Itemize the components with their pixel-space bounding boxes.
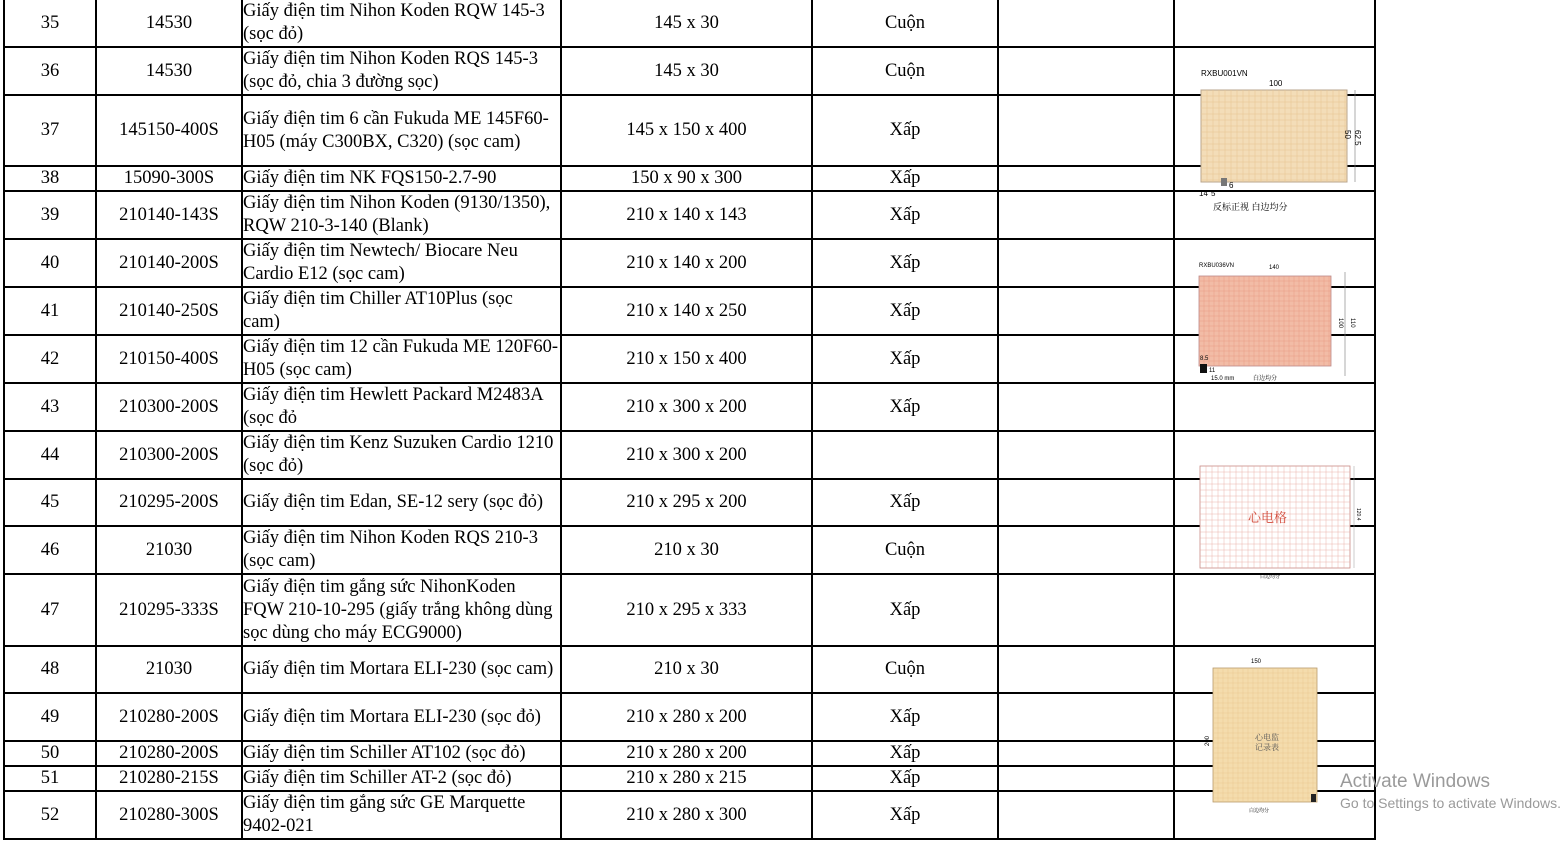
product-description [242,431,561,479]
image-cell [1174,0,1375,47]
description-line: Giấy điện tim Mortara ELI-230 (sọc cam) [243,659,554,679]
fig1-model: RXBU001VN [1201,69,1248,78]
table-row [4,0,1375,47]
product-description [242,191,561,239]
table-row [4,791,1375,839]
product-description [242,479,561,526]
product-description [242,0,561,47]
fig1-dim-b: 5 [1211,189,1216,198]
row-number: 51 [4,766,96,791]
product-description [242,47,561,95]
row-number: 49 [4,693,96,741]
description-line: Giấy điện tim Chiller AT10Plus (sọc [243,289,513,309]
row-number: 43 [4,383,96,431]
description-line: (sọc đỏ [243,408,297,428]
empty-cell [998,166,1174,191]
product-code: 210140-143S [96,191,242,239]
empty-cell [998,287,1174,335]
row-number: 35 [4,0,96,47]
product-code: 210280-300S [96,791,242,839]
empty-cell [998,335,1174,383]
row-number: 46 [4,526,96,574]
paper-size: 210 x 140 x 200 [561,239,812,287]
fig1-height-b: 62.5 [1353,130,1362,146]
empty-cell [998,383,1174,431]
description-line: Cardio E12 (sọc cam) [243,264,405,284]
description-line: Giấy điện tim NK FQS150-2.7-90 [243,168,497,188]
description-line: Giấy điện tim Nihon Koden (9130/1350), [243,193,551,213]
unit: Cuộn [812,526,998,574]
product-code: 210280-200S [96,741,242,766]
description-line: Giấy điện tim Edan, SE-12 sery (sọc đỏ) [243,492,544,512]
paper-size: 210 x 280 x 215 [561,766,812,791]
row-number: 44 [4,431,96,479]
unit: Xấp [812,166,998,191]
fig1-width: 100 [1269,79,1283,88]
paper-size: 210 x 30 [561,526,812,574]
fig1-height-a: 50 [1343,130,1352,139]
unit: Xấp [812,383,998,431]
description-line: Giấy điện tim Schiller AT102 (sọc đỏ) [243,743,526,763]
empty-cell [998,574,1174,646]
unit: Xấp [812,95,998,166]
paper-size: 210 x 150 x 400 [561,335,812,383]
product-code: 210140-200S [96,239,242,287]
fig1-dim-c: 6 [1229,181,1234,190]
table-row [4,431,1375,479]
product-description [242,693,561,741]
fig4-caption: 白边均分 [1249,808,1270,814]
activation-watermark [1340,770,1561,812]
description-line: Giấy điện tim Kenz Suzuken Cardio 1210 [243,433,554,453]
description-line: Giấy điện tim Nihon Koden RQW 145-3 [243,1,545,21]
fig1-dim-a: 14 [1199,189,1208,198]
product-description [242,526,561,574]
product-code: 210150-400S [96,335,242,383]
unit: Xấp [812,191,998,239]
activation-line2: Go to Settings to activate Windows. [1340,795,1561,811]
fig4-width: 150 [1251,659,1262,665]
empty-cell [998,431,1174,479]
fig2-height-a: 100 [1337,318,1343,329]
description-line: Giấy điện tim Nihon Koden RQS 210-3 [243,528,538,548]
description-line: H05 (sọc cam) [243,360,352,380]
empty-cell [998,646,1174,693]
description-line: (sọc đỏ, chia 3 đường sọc) [243,72,439,92]
description-line: Giấy điện tim Mortara ELI-230 (sọc đỏ) [243,706,541,727]
product-description [242,646,561,693]
product-description [242,574,561,646]
description-line: 9402-021 [243,816,314,836]
product-code: 210280-215S [96,766,242,791]
row-number: 52 [4,791,96,839]
paper-size: 210 x 140 x 250 [561,287,812,335]
table-row [4,766,1375,791]
paper-figure-1 [1197,66,1367,216]
description-line: (sọc đỏ) [243,24,304,44]
table-row [4,47,1375,95]
empty-cell [998,766,1174,791]
unit: Xấp [812,287,998,335]
product-description [242,766,561,791]
product-code: 210280-200S [96,693,242,741]
description-line: Giấy điện tim Newtech/ Biocare Neu [243,241,518,261]
table-row [4,335,1375,383]
paper-size: 210 x 280 x 300 [561,791,812,839]
unit: Xấp [812,574,998,646]
image-cell [1174,383,1375,431]
product-code: 210295-200S [96,479,242,526]
description-line: Giấy điện tim 6 cần Fukuda ME 145F60- [243,108,549,129]
product-code: 21030 [96,526,242,574]
product-description [242,95,561,166]
product-code: 210140-250S [96,287,242,335]
fig4-center-text-1: 心电监 [1255,733,1279,742]
paper-size: 145 x 30 [561,47,812,95]
description-line: Giấy điện tim Schiller AT-2 (sọc đỏ) [243,768,512,788]
table-row [4,191,1375,239]
unit: Cuộn [812,646,998,693]
description-line: cam) [243,312,280,332]
row-number: 41 [4,287,96,335]
product-table [3,0,1376,840]
row-number: 42 [4,335,96,383]
product-code: 14530 [96,47,242,95]
fig2-dim-a: 8.5 [1200,356,1209,362]
activation-line1: Activate Windows [1340,771,1490,792]
paper-size: 210 x 280 x 200 [561,693,812,741]
table-row [4,693,1375,741]
fig2-caption: 白边均分 [1253,376,1278,382]
fig3-side-label: 120.4 [1355,508,1361,521]
paper-size: 210 x 280 x 200 [561,741,812,766]
unit: Xấp [812,741,998,766]
description-line: (sọc đỏ) [243,456,304,476]
table-row [4,574,1375,646]
fig4-height: 200 [1205,735,1211,746]
paper-size: 150 x 90 x 300 [561,166,812,191]
table-row [4,741,1375,766]
fig2-width: 140 [1269,265,1280,271]
empty-cell [998,791,1174,839]
description-line: Giấy điện tim 12 cần Fukuda ME 120F60- [243,337,558,357]
row-number: 45 [4,479,96,526]
table-row [4,287,1375,335]
row-number: 37 [4,95,96,166]
empty-cell [998,95,1174,166]
fig3-caption: 白边均分 [1260,574,1281,580]
description-line: Giấy điện tim Hewlett Packard M2483A [243,385,544,405]
table-row [4,95,1375,166]
empty-cell [998,741,1174,766]
unit: Xấp [812,335,998,383]
product-code: 21030 [96,646,242,693]
product-description [242,741,561,766]
row-number: 48 [4,646,96,693]
product-code: 14530 [96,0,242,47]
row-number: 50 [4,741,96,766]
paper-size: 145 x 150 x 400 [561,95,812,166]
description-line: Giấy điện tim Nihon Koden RQS 145-3 [243,49,538,69]
row-number: 47 [4,574,96,646]
table-row [4,166,1375,191]
product-description [242,239,561,287]
paper-size: 210 x 140 x 143 [561,191,812,239]
description-line: (sọc cam) [243,551,316,571]
paper-size: 210 x 300 x 200 [561,383,812,431]
row-number: 40 [4,239,96,287]
empty-cell [998,47,1174,95]
paper-figure-2 [1197,260,1367,385]
fig2-model: RXBU036VN [1199,263,1235,269]
unit: Xấp [812,693,998,741]
paper-size: 210 x 295 x 200 [561,479,812,526]
fig4-center-text-2: 记录表 [1255,743,1279,752]
description-line: H05 (máy C300BX, C320) (sọc cam) [243,131,521,152]
product-description [242,335,561,383]
empty-cell [998,191,1174,239]
description-line: Giấy điện tim gắng sức NihonKoden [243,576,516,597]
unit: Xấp [812,479,998,526]
fig2-height-b: 110 [1349,318,1355,328]
unit: Cuộn [812,47,998,95]
paper-figure-3 [1196,460,1366,585]
table-row [4,646,1375,693]
product-code: 15090-300S [96,166,242,191]
description-line: RQW 210-3-140 (Blank) [243,216,429,236]
paper-size: 145 x 30 [561,0,812,47]
product-description [242,791,561,839]
row-number: 39 [4,191,96,239]
table-row [4,239,1375,287]
empty-cell [998,239,1174,287]
row-number: 38 [4,166,96,191]
empty-cell [998,526,1174,574]
fig2-dim-c: 15.0 mm [1211,376,1235,382]
product-code: 210300-200S [96,431,242,479]
fig3-center-text: 心电格 [1248,511,1288,526]
table-row [4,479,1375,526]
row-number: 36 [4,47,96,95]
unit: Xấp [812,791,998,839]
unit [812,431,998,479]
product-code: 145150-400S [96,95,242,166]
fig1-caption: 反标正视 白边均分 [1213,202,1288,212]
product-description [242,383,561,431]
product-code: 210295-333S [96,574,242,646]
unit: Xấp [812,239,998,287]
unit: Xấp [812,766,998,791]
description-line: Giấy điện tim gắng sức GE Marquette [243,793,526,813]
paper-size: 210 x 30 [561,646,812,693]
description-line: FQW 210-10-295 (giấy trắng không dùng [243,599,553,620]
table-row [4,383,1375,431]
table-row [4,526,1375,574]
description-line: sọc dùng cho máy ECG9000) [243,622,462,643]
empty-cell [998,0,1174,47]
product-code: 210300-200S [96,383,242,431]
paper-figure-4 [1205,656,1330,816]
product-description [242,287,561,335]
fig2-dim-b: 11 [1209,368,1216,374]
empty-cell [998,693,1174,741]
paper-size: 210 x 295 x 333 [561,574,812,646]
paper-size: 210 x 300 x 200 [561,431,812,479]
product-description [242,166,561,191]
empty-cell [998,479,1174,526]
unit: Cuộn [812,0,998,47]
